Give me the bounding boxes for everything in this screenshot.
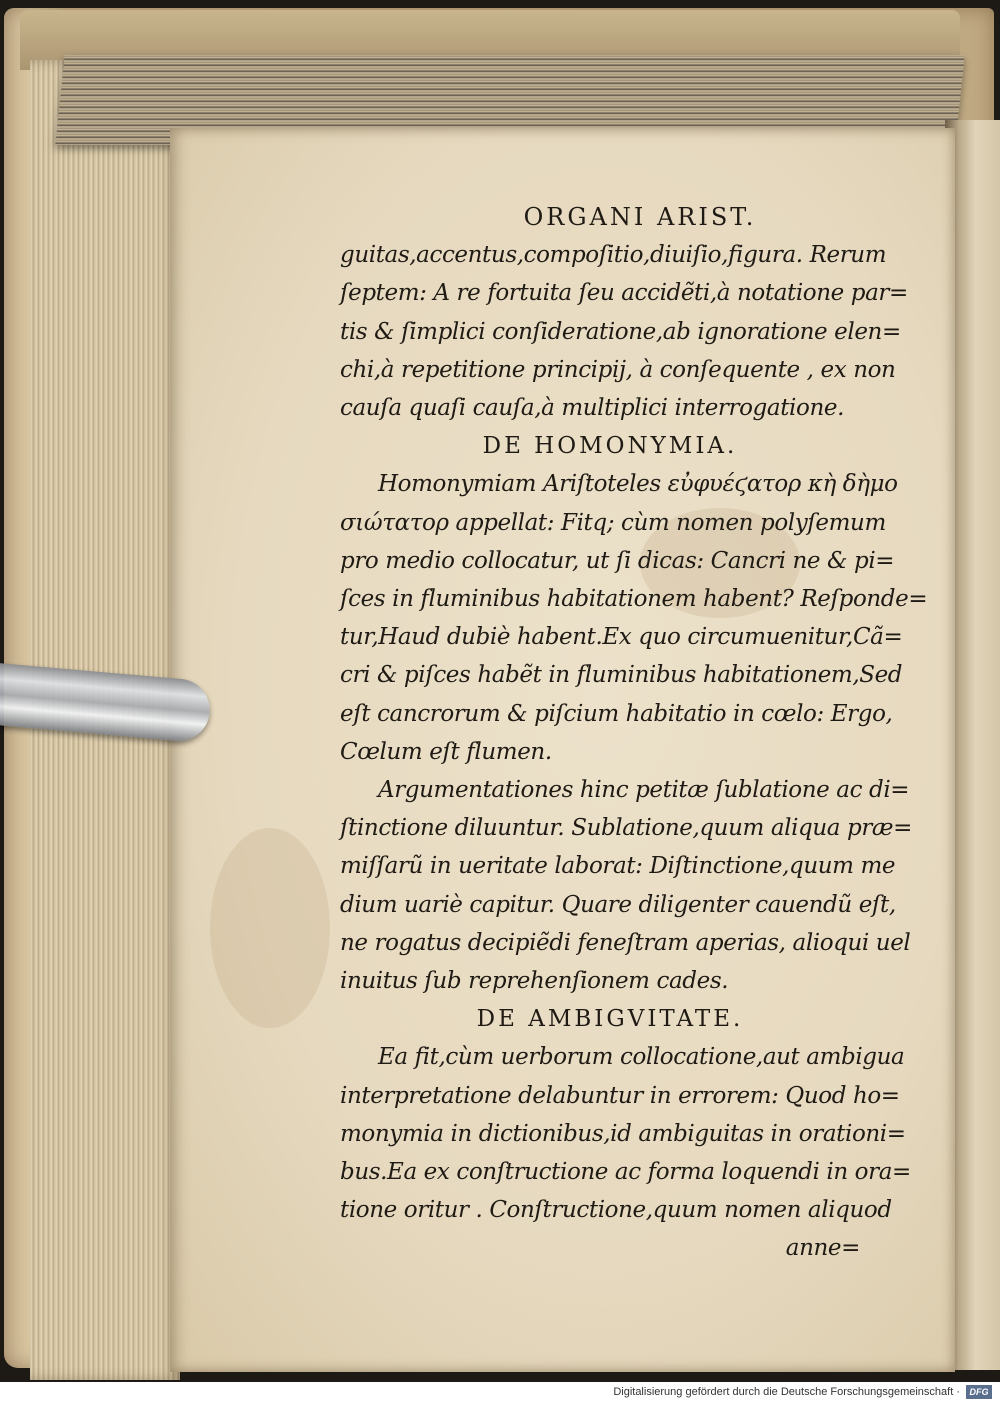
text-line: tur,Haud dubiè habent.Ex quo circumuenitur,Cã= xyxy=(340,624,903,651)
text-line: σιώτατορ appellat: Fitq; cùm nomen polyſemum xyxy=(340,509,886,536)
paragraph-argumentationes xyxy=(340,771,913,1000)
paragraph-ambiguitate xyxy=(340,1038,911,1229)
section-heading-homonymia: DE HOMONYMIA. xyxy=(482,433,738,460)
text-line: pro medio collocatur, ut ſi dicas: Cancri ne & pi= xyxy=(340,547,895,574)
dfg-logo: DFG xyxy=(966,1385,992,1399)
text-line: dium uariè capitur. Quare diligenter cauendũ eſt, xyxy=(340,891,896,918)
text-line: bus.Ea ex conſtructione ac forma loquendi in ora= xyxy=(340,1159,911,1186)
text-line: ſeptem: A re fortuita ſeu accidẽti,à notatione par= xyxy=(340,280,908,307)
section-heading-ambiguitate: DE AMBIGVITATE. xyxy=(476,1006,744,1033)
text-line: guitas,accentus,compoſitio,diuiſio,figura. Rerum xyxy=(340,242,887,269)
running-head: ORGANI ARIST. xyxy=(523,203,757,231)
text-line: ſces in fluminibus habitationem habent? Reſponde= xyxy=(340,586,928,613)
text-line: chi,à repetitione principij, à conſequente , ex non xyxy=(340,356,896,383)
text-line: inuitus ſub reprehenſionem cades. xyxy=(340,968,729,995)
paragraph-intro xyxy=(340,236,908,427)
text-line: tis & ſimplici conſideratione,ab ignoratione elen= xyxy=(340,318,901,345)
text-line: Ea fit,cùm uerborum collocatione,aut ambigua xyxy=(378,1044,905,1071)
text-line: ſtinctione diluuntur. Sublatione,quum aliqua præ= xyxy=(340,815,913,842)
footer-bar xyxy=(0,1382,1000,1402)
text-line: eſt cancrorum & piſcium habitatio in cœlo: Ergo, xyxy=(340,700,893,727)
text-line: cauſa quaſi cauſa,à multiplici interrogatione. xyxy=(340,395,844,422)
text-line: Argumentationes hinc petitæ ſublatione ac di= xyxy=(378,777,910,804)
text-line: Homonymiam Ariſtoteles εὐφυέϛατορ κὴ δὴμο xyxy=(378,471,898,498)
funding-notice: Digitalisierung gefördert durch die Deutsche Forschungsgemeinschaft · xyxy=(613,1386,960,1398)
paragraph-homonymia xyxy=(340,465,928,771)
text-line: monymia in dictionibus,id ambiguitas in orationi= xyxy=(340,1120,906,1147)
text-line: miſſarũ in ueritate laborat: Diſtinctione,quum me xyxy=(340,853,896,880)
text-line: ne rogatus decipiẽdi feneſtram aperias, alioqui uel xyxy=(340,929,911,956)
page-stain xyxy=(210,828,330,1028)
text-line: cri & piſces habẽt in fluminibus habitationem,Sed xyxy=(340,662,903,689)
page-text xyxy=(340,198,928,1268)
text-line: interpretatione delabuntur in errorem: Quod ho= xyxy=(340,1082,900,1109)
text-line: Cœlum eſt flumen. xyxy=(340,738,552,765)
text-line: tione oritur . Conſtructione,quum nomen aliquod xyxy=(340,1197,892,1224)
catchword: anne= xyxy=(785,1235,860,1262)
